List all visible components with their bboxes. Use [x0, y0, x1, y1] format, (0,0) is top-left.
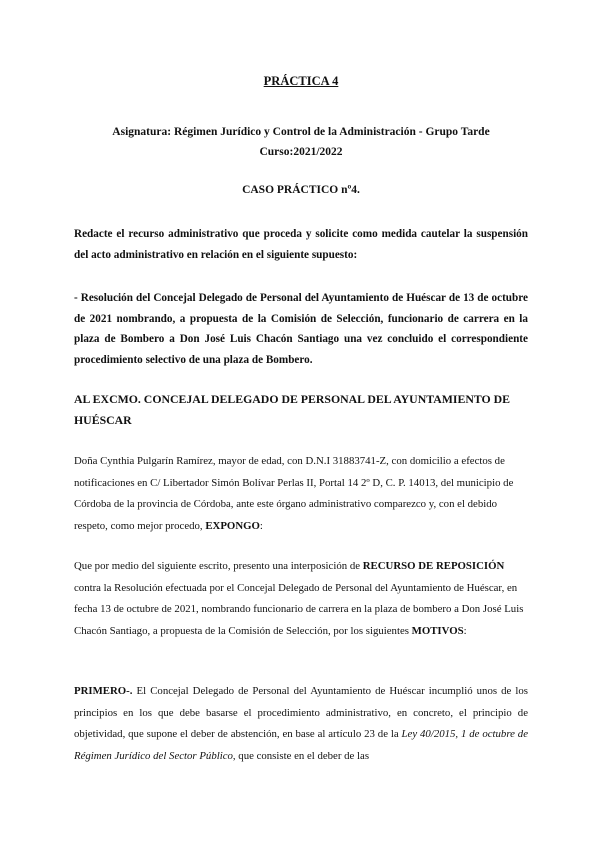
- intro-expongo: EXPONGO: [205, 519, 260, 532]
- exposition-text-2: contra la Resolución efectuada por el Concejal Delegado de Personal del Ayuntamiento de Huéscar, en fecha 13 de octubre de 2021, nombrando funcionario de carrera en la plaza de bombero a Don José Luis Chacón Santiago, a propuesta de la Comisión de Selección, por los siguientes: [74, 581, 524, 637]
- intro-tail: :: [259, 519, 263, 532]
- course-line: Curso:2021/2022: [259, 146, 343, 158]
- intro-paragraph: [74, 451, 528, 537]
- subject-line: Asignatura: Régimen Jurídico y Control de la Administración - Grupo Tarde: [112, 126, 490, 138]
- primero-law: Ley 40/2015, 1 de octubre de Régimen Jurídico del Sector Público: [74, 728, 528, 762]
- case-title: CASO PRÁCTICO nº4.: [242, 184, 360, 196]
- primero-paragraph: [74, 681, 528, 767]
- page-title: PRÁCTICA 4: [263, 74, 339, 88]
- exposition-tail: :: [463, 624, 467, 637]
- supuesto-paragraph: - Resolución del Concejal Delegado de Personal del Ayuntamiento de Huéscar de 13 de octubre de 2021 nombrando, a propuesta de la Comisión de Selección, funcionario de carrera en la plaza de Bombero a Don José Luis Chacón Santiago una vez concluido el correspondiente procedimiento selectivo de una plaza de Bombero.: [74, 292, 528, 366]
- exposition-recurso: RECURSO DE REPOSICIÓN: [362, 560, 505, 572]
- exposition-motivos: MOTIVOS: [411, 624, 464, 637]
- instructions-paragraph: Redacte el recurso administrativo que proceda y solicite como medida cautelar la suspensión del acto administrativo en relación en el siguiente supuesto:: [74, 228, 528, 261]
- primero-text-1: El Concejal Delegado de Personal del Ayuntamiento de Huéscar incumplió unos de los principios en los que debe basarse el procedimiento administrativo, en concreto, el principio de objetividad, que supone el deber de abstención, en base al artículo 23 de la: [74, 685, 528, 740]
- addressee-heading: AL EXCMO. CONCEJAL DELEGADO DE PERSONAL DEL AYUNTAMIENTO DE HUÉSCAR: [74, 392, 511, 427]
- intro-text: Doña Cynthia Pulgarín Ramírez, mayor de edad, con D.N.I 31883741-Z, con domicilio a efectos de notificaciones en C/ Libertador Simón Bolívar Perlas II, Portal 14 2º D, C. P. 14013, del municipio de Córdoba de la provincia de Córdoba, ante este órgano administrativo comparezco y, con el debido respeto, como mejor procedo,: [74, 455, 514, 532]
- primero-text-2: , que consiste en el deber de las: [232, 749, 370, 762]
- exposition-paragraph: [74, 556, 528, 642]
- subject-block: [74, 122, 528, 162]
- exposition-text-1: Que por medio del siguiente escrito, presento una interposición de: [74, 560, 363, 572]
- primero-label: PRIMERO-.: [74, 685, 133, 697]
